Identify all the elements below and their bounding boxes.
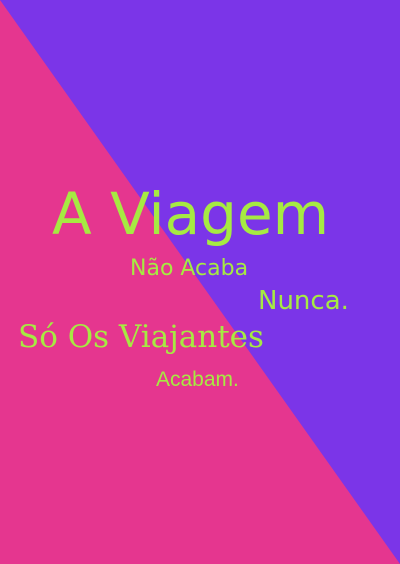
title-text: A Viagem xyxy=(52,180,330,248)
subtitle-line-acabam: Acabam. xyxy=(156,368,239,391)
subtitle-line-so-os-viajantes: Só Os Viajantes xyxy=(18,319,264,355)
subtitle-line-nao-acaba: Não Acaba xyxy=(130,256,249,281)
subtitle-line-nunca: Nunca. xyxy=(258,286,349,316)
